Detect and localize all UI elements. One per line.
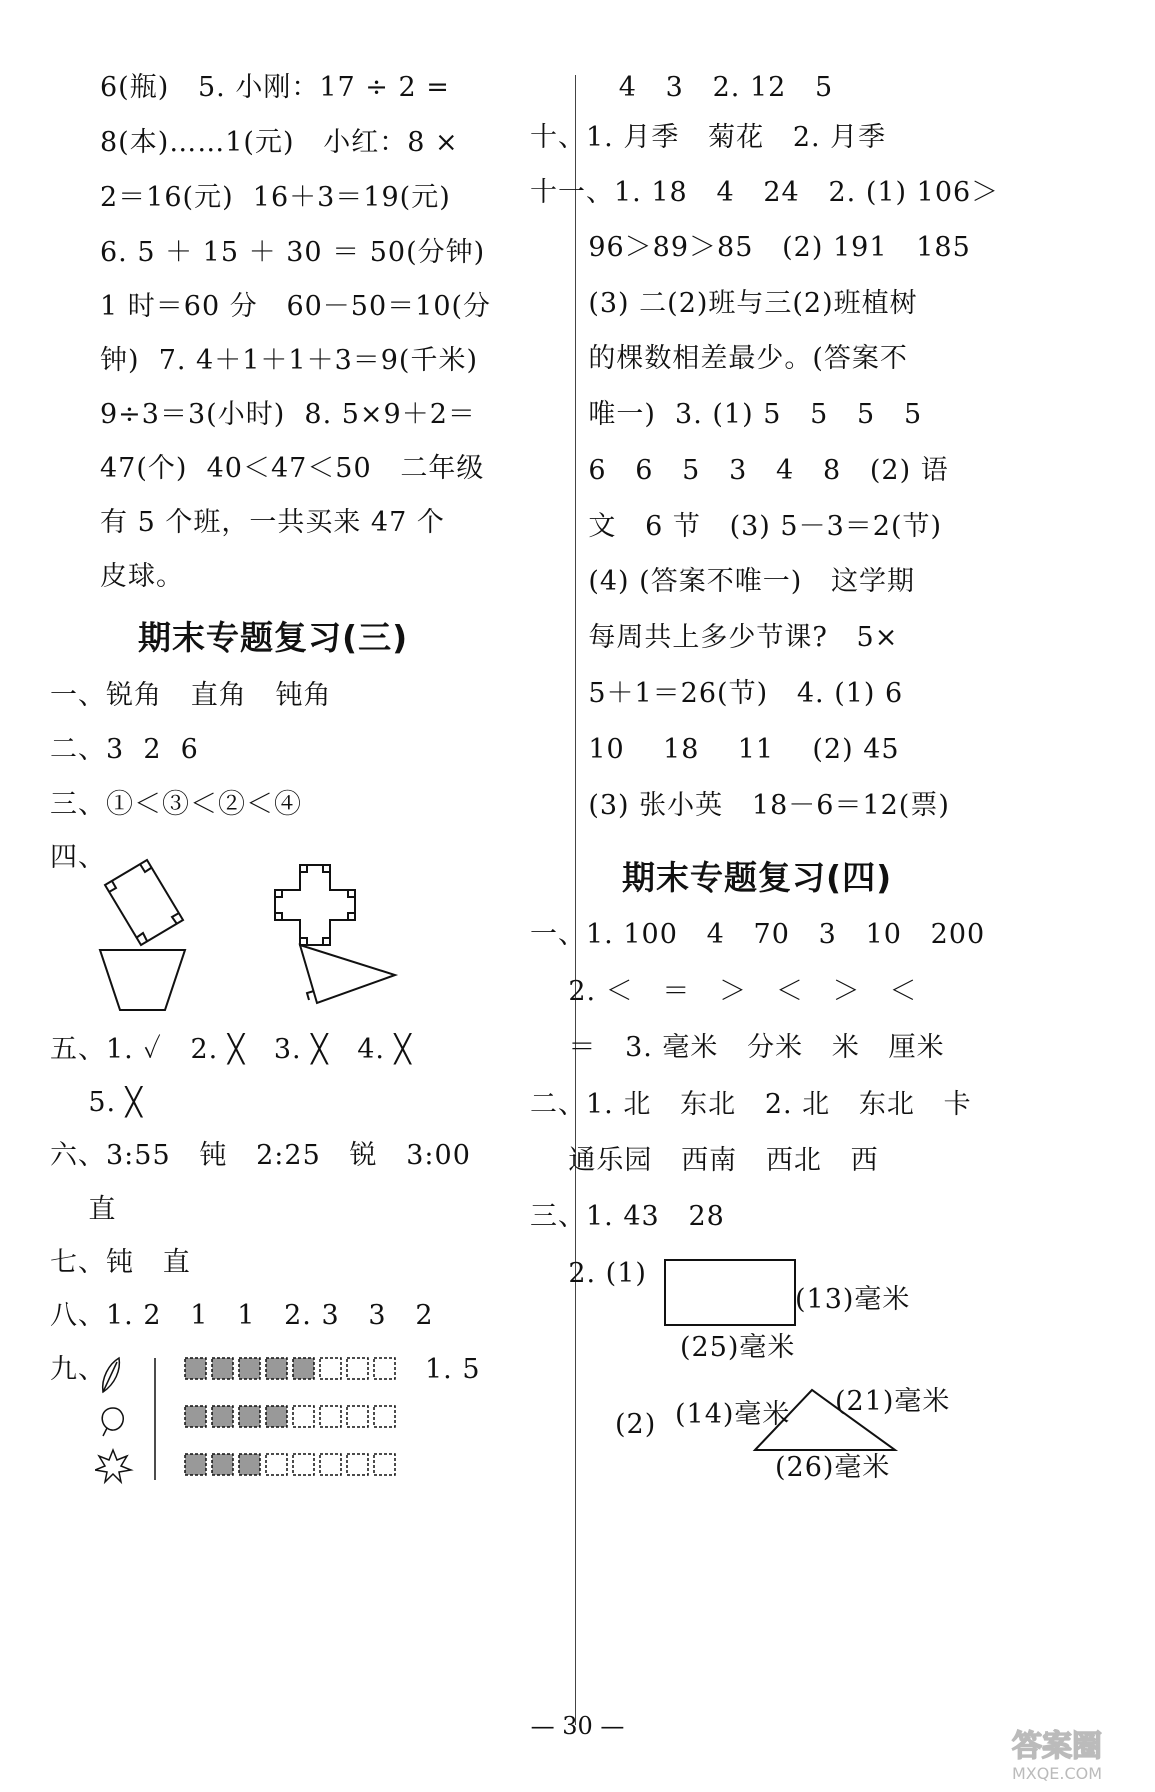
text-line: 十、1. 月季 菊花 2. 月季 [530, 122, 887, 153]
text-line: 6. 5 ＋ 15 ＋ 30 ＝ 50(分钟) [100, 237, 486, 268]
rotated-rectangle-figure [105, 860, 183, 945]
text-line: 五、1. ✓ 2. ╳ 3. ╳ 4. ╳ [50, 1034, 412, 1065]
shaded-square [212, 1454, 233, 1475]
empty-square [320, 1454, 341, 1475]
shaded-square [266, 1358, 287, 1379]
trapezoid-figure [100, 950, 185, 1010]
shaded-square [185, 1454, 206, 1475]
empty-square [374, 1358, 395, 1379]
empty-square [347, 1358, 368, 1379]
page-number: — 30 — [530, 1712, 625, 1740]
rect-height-label: (13)毫米 [795, 1284, 911, 1315]
triangle-bottom-label: (26)毫米 [775, 1452, 891, 1483]
shaded-square [212, 1358, 233, 1379]
text-line: 8(本)……1(元) 小红：8 × [100, 127, 459, 158]
empty-square [266, 1454, 287, 1475]
rect-width-label: (25)毫米 [680, 1332, 796, 1363]
rectangle-figure [660, 1255, 800, 1330]
text-line: 文 6 节 (3) 5－3＝2(节) [550, 511, 943, 542]
text-line: 47(个) 40＜47＜50 二年级 [100, 453, 485, 484]
empty-square [293, 1406, 314, 1427]
text-line: 每周共上多少节课? 5× [550, 622, 899, 653]
section-heading-3: 期末专题复习(三) [138, 618, 409, 657]
text-line: 9÷3＝3(小时) 8. 5×9＋2＝ [100, 399, 476, 430]
text-line: 96＞89＞85 (2) 191 185 [550, 232, 971, 263]
text-line: 通乐园 西南 西北 西 [530, 1145, 879, 1176]
triangle-left-label: (14)毫米 [675, 1399, 791, 1430]
shaded-square [212, 1406, 233, 1427]
text-line: 2. ＜ ＝ ＞ ＜ ＞ ＜ [530, 976, 918, 1007]
shaded-square [239, 1454, 260, 1475]
text-line: 唯一) 3. (1) 5 5 5 5 [550, 399, 923, 430]
text-line: 一、1. 100 4 70 3 10 200 [530, 919, 986, 950]
text-line: 八、1. 2 1 1 2. 3 3 2 [50, 1300, 434, 1331]
empty-square [374, 1454, 395, 1475]
shaded-square [239, 1406, 260, 1427]
shapes-figure [95, 845, 415, 1045]
text-line: 九、 [50, 1354, 106, 1385]
empty-square [320, 1406, 341, 1427]
text-line: 二、3 2 6 [50, 734, 199, 765]
text-line: 七、钝 直 [50, 1247, 191, 1278]
empty-square [347, 1406, 368, 1427]
text-line: 钟) 7. 4＋1＋1＋3＝9(千米) [100, 345, 479, 376]
empty-square [374, 1406, 395, 1427]
svg-text:答案圈: 答案圈 [1012, 1729, 1102, 1764]
text-line: 直 [50, 1194, 117, 1225]
text-line: 十一、1. 18 4 24 2. (1) 106＞ [530, 177, 1000, 208]
section-heading-4: 期末专题复习(四) [622, 858, 893, 897]
text-line: (4) (答案不唯一) 这学期 [550, 566, 915, 597]
shaded-square [293, 1358, 314, 1379]
shaded-square [185, 1406, 206, 1427]
text-line: 一、锐角 直角 钝角 [50, 680, 332, 711]
triangle-right-label: (21)毫米 [835, 1386, 951, 1417]
shaded-square [239, 1358, 260, 1379]
maple-leaf-icon [95, 1450, 131, 1482]
text-line: 有 5 个班，一共买来 47 个 [100, 507, 445, 538]
right-triangle-figure [300, 945, 395, 1003]
text-line: 6 6 5 3 4 8 (2) 语 [550, 455, 949, 486]
text-line: 2. (1) [530, 1258, 647, 1289]
empty-square [347, 1454, 368, 1475]
pictograph-figure [95, 1350, 415, 1490]
text-line: 6(瓶) 5. 小刚：17 ÷ 2 = [100, 72, 450, 103]
empty-square [320, 1358, 341, 1379]
text-line: 皮球。 [100, 561, 184, 592]
shaded-square [266, 1406, 287, 1427]
text-line: 10 18 11 (2) 45 [550, 734, 900, 765]
text-line: 六、3:55 钝 2:25 锐 3:00 [50, 1140, 471, 1171]
text-line: ＝ 3. 毫米 分米 米 厘米 [530, 1032, 945, 1063]
text-line: 5. ╳ [50, 1087, 143, 1118]
leaf-icon [103, 1358, 120, 1392]
svg-text:MXQE.COM: MXQE.COM [1011, 1764, 1103, 1783]
text-line: 的棵数相差最少。(答案不 [550, 343, 908, 374]
round-leaf-icon [102, 1408, 123, 1436]
watermark-logo [967, 1724, 1147, 1784]
text-line: 2＝16(元) 16＋3＝19(元) [100, 182, 451, 213]
text-line: 1. 5 [425, 1354, 481, 1385]
text-line: 四、 [50, 842, 106, 873]
cross-shape-figure [275, 865, 355, 945]
text-line: 二、1. 北 东北 2. 北 东北 卡 [530, 1089, 972, 1120]
text-line: (3) 张小英 18－6＝12(票) [550, 790, 950, 821]
text-line: 1 时＝60 分 60－50＝10(分 [100, 291, 492, 322]
shaded-square [185, 1358, 206, 1379]
text-line: 4 3 2. 12 5 [590, 72, 834, 103]
empty-square [293, 1454, 314, 1475]
triangle-part-label: (2) [615, 1409, 657, 1440]
text-line: 三、①＜③＜②＜④ [50, 789, 302, 820]
text-line: (3) 二(2)班与三(2)班植树 [550, 288, 918, 319]
text-line: 5＋1＝26(节) 4. (1) 6 [550, 678, 904, 709]
pictograph-squares [185, 1358, 395, 1475]
text-line: 三、1. 43 28 [530, 1201, 725, 1232]
